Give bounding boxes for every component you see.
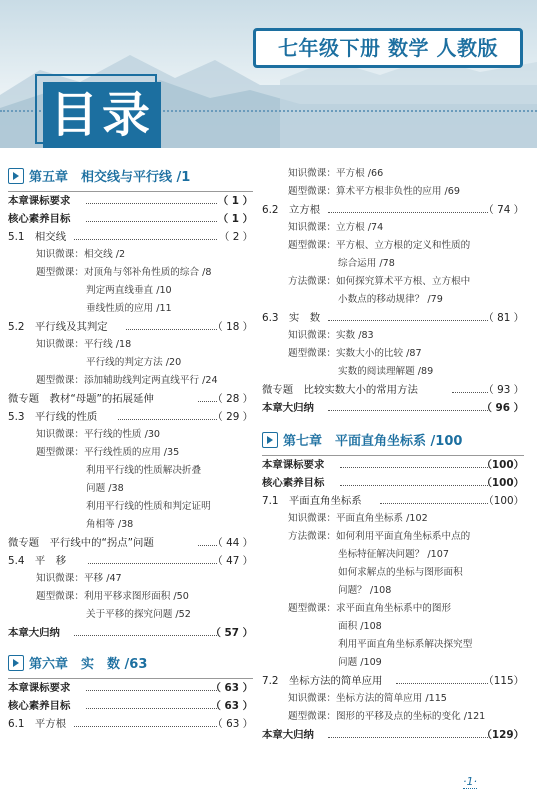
toc-subitem[interactable]: 知识微课：坐标方法的简单应用 /115 xyxy=(288,693,447,704)
toc-subitem[interactable]: 利用平行线的性质解决折叠 xyxy=(86,465,202,476)
toc-section[interactable]: 7.2 坐标方法的简单应用 （115） xyxy=(262,675,524,687)
toc-special-topic[interactable]: 微专题 教材“母题”的拓展延伸 （ 28 ） xyxy=(8,393,253,405)
toc-subitem[interactable]: 知识微课：相交线 /2 xyxy=(36,249,126,260)
toc-section[interactable]: 6.2 立方根 （ 74 ） xyxy=(262,204,524,216)
toc-subitem[interactable]: 垂线性质的应用 /11 xyxy=(86,303,172,314)
toc-subitem[interactable]: 题型微课：图形的平移及点的坐标的变化 /121 xyxy=(288,711,486,722)
toc-subitem[interactable]: 综合运用 /78 xyxy=(338,258,395,269)
chapter-heading[interactable]: 第六章 实 数 /63 xyxy=(8,652,253,678)
toc-subitem[interactable]: 方法微课：如何探究算术平方根、立方根中 xyxy=(288,276,471,287)
toc-entry[interactable]: 本章大归纳 （ 96 ） xyxy=(262,402,524,414)
toc-subitem[interactable]: 实数的阅读理解题 /89 xyxy=(338,366,434,377)
toc-subitem[interactable]: 知识微课：平行线 /18 xyxy=(36,339,132,350)
edition-label: 七年级下册 数学 人教版 xyxy=(253,28,523,68)
toc-special-topic[interactable]: 微专题 比较实数大小的常用方法 （ 93 ） xyxy=(262,384,524,396)
toc-entry[interactable]: 本章课标要求 （ 1 ） xyxy=(8,195,253,207)
toc-left-column xyxy=(8,165,253,733)
toc-subitem[interactable]: 题型微课：平方根、立方根的定义和性质的 xyxy=(288,240,471,251)
toc-subitem[interactable]: 问题 /109 xyxy=(338,657,382,668)
toc-subitem[interactable]: 如何求解点的坐标与图形面积 xyxy=(338,567,463,578)
toc-subitem[interactable]: 角相等 /38 xyxy=(86,519,134,530)
toc-subitem[interactable]: 判定两直线垂直 /10 xyxy=(86,285,172,296)
toc-special-topic[interactable]: 微专题 平行线中的“拐点”问题 （ 44 ） xyxy=(8,537,253,549)
toc-section[interactable]: 5.2 平行线及其判定 （ 18 ） xyxy=(8,321,253,333)
toc-section[interactable]: 6.3 实 数 （ 81 ） xyxy=(262,312,524,324)
toc-entry[interactable]: 本章课标要求 （100） xyxy=(262,459,524,471)
toc-subitem[interactable]: 知识微课：平面直角坐标系 /102 xyxy=(288,513,428,524)
toc-subitem[interactable]: 题型微课：平行线性质的应用 /35 xyxy=(36,447,180,458)
toc-entry[interactable]: 核心素养目标 （ 63 ） xyxy=(8,700,253,712)
toc-subitem[interactable]: 平行线的判定方法 /20 xyxy=(86,357,182,368)
toc-entry[interactable]: 本章大归纳 （ 57 ） xyxy=(8,627,253,639)
toc-subitem[interactable]: 题型微课：实数大小的比较 /87 xyxy=(288,348,422,359)
toc-subitem[interactable]: 小数点的移动规律？ /79 xyxy=(338,294,443,305)
toc-subitem[interactable]: 问题 /38 xyxy=(86,483,124,494)
header-banner xyxy=(0,0,537,148)
play-icon xyxy=(8,168,24,184)
toc-subitem[interactable]: 关于平移的探究问题 /52 xyxy=(86,609,191,620)
toc-section[interactable]: 5.3 平行线的性质 （ 29 ） xyxy=(8,411,253,423)
toc-subitem[interactable]: 题型微课：对顶角与邻补角性质的综合 /8 xyxy=(36,267,212,278)
toc-subitem[interactable]: 题型微课：添加辅助线判定两直线平行 /24 xyxy=(36,375,218,386)
toc-subitem[interactable]: 坐标特征解决问题？ /107 xyxy=(338,549,449,560)
play-icon xyxy=(262,432,278,448)
toc-section[interactable]: 7.1 平面直角坐标系 （100） xyxy=(262,495,524,507)
toc-subitem[interactable]: 知识微课：立方根 /74 xyxy=(288,222,384,233)
page-title: 目录 xyxy=(43,82,161,148)
toc-subitem[interactable]: 利用平行线的性质和判定证明 xyxy=(86,501,211,512)
toc-subitem[interactable]: 知识微课：平方根 /66 xyxy=(288,168,384,179)
toc-subitem[interactable]: 知识微课：实数 /83 xyxy=(288,330,374,341)
toc-entry[interactable]: 本章课标要求 （ 63 ） xyxy=(8,682,253,694)
toc-section[interactable]: 6.1 平方根 （ 63 ） xyxy=(8,718,253,730)
toc-section[interactable]: 5.4 平 移 （ 47 ） xyxy=(8,555,253,567)
toc-entry[interactable]: 核心素养目标 （100） xyxy=(262,477,524,489)
toc-subitem[interactable]: 题型微课：利用平移求图形面积 /50 xyxy=(36,591,189,602)
toc-subitem[interactable]: 题型微课：算术平方根非负性的应用 /69 xyxy=(288,186,460,197)
chapter-heading[interactable]: 第五章 相交线与平行线 /1 xyxy=(8,165,253,191)
toc-subitem[interactable]: 题型微课：求平面直角坐标系中的图形 xyxy=(288,603,452,614)
page-number: ·1· xyxy=(463,775,477,788)
toc-entry[interactable]: 核心素养目标 （ 1 ） xyxy=(8,213,253,225)
toc-subitem[interactable]: 知识微课：平行线的性质 /30 xyxy=(36,429,161,440)
toc-right-column xyxy=(262,165,524,744)
chapter-heading[interactable]: 第七章 平面直角坐标系 /100 xyxy=(262,429,524,455)
toc-subitem[interactable]: 问题？ /108 xyxy=(338,585,392,596)
play-icon xyxy=(8,655,24,671)
toc-subitem[interactable]: 面积 /108 xyxy=(338,621,382,632)
toc-subitem[interactable]: 方法微课：如何利用平面直角坐标系中点的 xyxy=(288,531,471,542)
toc-subitem[interactable]: 利用平面直角坐标系解决探究型 xyxy=(338,639,473,650)
toc-subitem[interactable]: 知识微课：平移 /47 xyxy=(36,573,122,584)
toc-section[interactable]: 5.1 相交线 （ 2 ） xyxy=(8,231,253,243)
toc-entry[interactable]: 本章大归纳 （129） xyxy=(262,729,524,741)
